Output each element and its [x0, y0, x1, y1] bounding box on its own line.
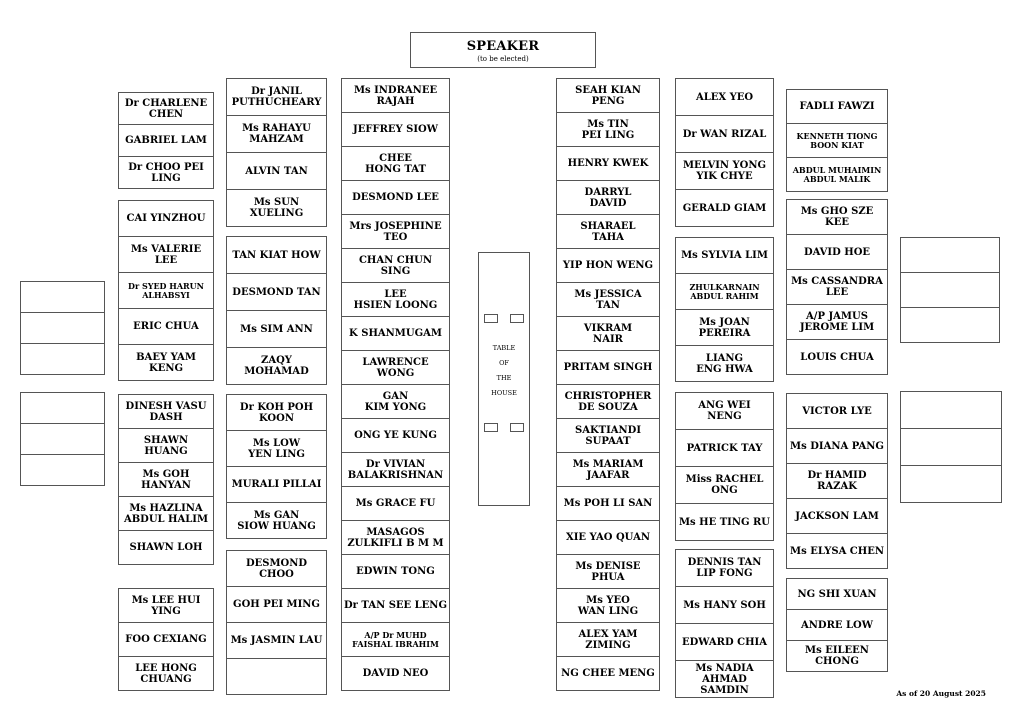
- seat: [786, 123, 888, 158]
- seat-column-far-right-1: [900, 237, 1000, 343]
- table-label-line: HOUSE: [491, 389, 517, 397]
- seat-column-right-middle-4: [675, 549, 774, 698]
- seat-column-left-middle-4: [226, 550, 327, 695]
- seat: [118, 124, 214, 157]
- table-label-line: THE: [496, 374, 512, 382]
- seat-label: A/P Dr MUHD FAISHAL IBRAHIM: [352, 629, 439, 649]
- seat-label: Ms GOH HANYAN: [141, 468, 191, 491]
- seat: [118, 622, 214, 657]
- seat-empty: [900, 307, 1000, 343]
- seat-label: Ms INDRANEE RAJAH: [353, 84, 438, 107]
- seat-label: DAVID HOE: [803, 246, 871, 258]
- seat: [341, 452, 450, 487]
- speaker-title: SPEAKER: [466, 39, 540, 54]
- seat-column-left-middle-3: [226, 394, 327, 539]
- seat: [341, 180, 450, 215]
- seat-empty: [20, 312, 105, 344]
- seat: [118, 156, 214, 189]
- seat-label: DESMOND TAN: [232, 286, 321, 298]
- seat-label: Dr TAN SEE LENG: [344, 600, 447, 611]
- seat-label: EDWARD CHIA: [682, 636, 767, 648]
- seat-label: NG CHEE MENG: [561, 668, 655, 679]
- seat: [341, 486, 450, 521]
- seat-label: Ms HAZLINA ABDUL HALIM: [123, 502, 209, 525]
- seat-empty: [900, 428, 1002, 466]
- seat: [118, 92, 214, 125]
- seat-column-left-outer-4: [118, 588, 214, 691]
- speaker-box: [410, 32, 596, 68]
- seat-label: DESMOND LEE: [352, 192, 439, 203]
- seat-label: Dr HAMID RAZAK: [807, 470, 867, 492]
- seat: [556, 554, 660, 589]
- seat: [675, 309, 774, 346]
- table-label-line: OF: [499, 359, 509, 367]
- seat-label: Dr CHOO PEI LING: [128, 161, 204, 184]
- seat: [226, 273, 327, 311]
- seat: [118, 236, 214, 273]
- table-of-the-house: [478, 252, 530, 506]
- seat-label: CHEE HONG TAT: [365, 152, 426, 175]
- seat-label: MELVIN YONG YIK CHYE: [682, 160, 767, 182]
- seat-label: DINESH VASU DASH: [125, 400, 207, 423]
- seat-label: ONG YE KUNG: [354, 430, 437, 441]
- seat: [786, 609, 888, 641]
- seat: [341, 350, 450, 385]
- seat-label: CHAN CHUN SING: [358, 254, 433, 277]
- seat-empty: [20, 454, 105, 486]
- seat-label: Ms YEO WAN LING: [577, 594, 639, 617]
- seat: [341, 588, 450, 623]
- seat: [341, 622, 450, 657]
- seat: [556, 180, 660, 215]
- seat-label: BAEY YAM KENG: [136, 351, 196, 374]
- seat-label: Ms POH LI SAN: [563, 498, 653, 509]
- seat-label: DARRYL DAVID: [584, 186, 632, 209]
- seat: [226, 430, 327, 467]
- seat: [226, 115, 327, 153]
- seat-label: Ms SIM ANN: [240, 323, 313, 335]
- seat-label: LEE HSIEN LOONG: [353, 288, 438, 311]
- seat: [226, 189, 327, 227]
- seat-label: ERIC CHUA: [133, 321, 199, 332]
- seat-label: Dr VIVIAN BALAKRISHNAN: [347, 458, 444, 481]
- seat-label: DESMOND CHOO: [245, 557, 308, 580]
- seat-label: GABRIEL LAM: [125, 135, 207, 146]
- seat-label: Ms ELYSA CHEN: [790, 545, 884, 557]
- seat: [118, 272, 214, 309]
- seat-label: SHAWN HUANG: [143, 434, 189, 457]
- seat: [556, 520, 660, 555]
- seat-label: GOH PEI MING: [233, 599, 320, 610]
- seat-label: LAWRENCE WONG: [362, 356, 429, 379]
- seat-label: ALVIN TAN: [245, 165, 308, 177]
- seat-column-right-middle-3: [675, 392, 774, 541]
- table-slot: [484, 423, 498, 432]
- seat: [341, 248, 450, 283]
- seat-label: PATRICK TAY: [686, 442, 763, 454]
- seat: [341, 146, 450, 181]
- seat-column-far-left-2: [20, 392, 105, 486]
- seat-label: ALEX YAM ZIMING: [578, 628, 638, 651]
- seat-label: FADLI FAWZI: [799, 101, 875, 112]
- seat: [675, 660, 774, 698]
- seat-label: JEFFREY SIOW: [353, 124, 438, 135]
- seat: [675, 549, 774, 587]
- seat: [118, 496, 214, 531]
- seat-label: FOO CEXIANG: [125, 634, 207, 645]
- seat-label: Ms RAHAYU MAHZAM: [242, 123, 311, 145]
- seat-column-left-outer-1: [118, 92, 214, 189]
- seat-label: Ms LEE HUI YING: [131, 594, 201, 617]
- seat-label: VIKRAM NAIR: [583, 322, 633, 345]
- seat-label: SHARAEL TAHA: [580, 220, 636, 243]
- seat: [226, 586, 327, 623]
- seat-label: Ms GRACE FU: [355, 498, 436, 509]
- seat: [556, 282, 660, 317]
- seat: [226, 466, 327, 503]
- seat: [118, 394, 214, 429]
- seat-label: LIANG ENG HWA: [696, 352, 753, 375]
- seat: [341, 112, 450, 147]
- seat-label: GERALD GIAM: [682, 202, 767, 214]
- seat: [118, 462, 214, 497]
- seat-label: Ms NADIA AHMAD SAMDIN: [695, 662, 754, 696]
- seat-label: Ms GAN SIOW HUANG: [237, 509, 316, 532]
- seat: [786, 199, 888, 235]
- seat: [341, 214, 450, 249]
- seat: [786, 463, 888, 499]
- seat: [226, 502, 327, 539]
- seat: [341, 316, 450, 351]
- seat-label: Ms HE TING RU: [678, 516, 771, 528]
- seat: [226, 152, 327, 190]
- seat: [118, 656, 214, 691]
- seat-label: XIE YAO QUAN: [565, 532, 650, 543]
- seat: [786, 269, 888, 305]
- seat: [556, 350, 660, 385]
- seat-label: Mrs JOSEPHINE TEO: [349, 220, 442, 243]
- seat-label: Ms EILEEN CHONG: [805, 645, 869, 667]
- seat-label: Ms SYLVIA LIM: [681, 250, 768, 261]
- seat: [341, 282, 450, 317]
- seat-label: YIP HON WENG: [562, 260, 654, 271]
- seat: [786, 533, 888, 569]
- seat: [675, 429, 774, 467]
- seat-column-far-left-1: [20, 281, 105, 375]
- seat-label: SHAWN LOH: [129, 542, 203, 553]
- seat: [786, 393, 888, 429]
- seat: [786, 640, 888, 672]
- seat: [341, 656, 450, 691]
- seat-label: K SHANMUGAM: [349, 328, 442, 339]
- seat-label: Ms SUN XUELING: [249, 197, 304, 219]
- seat: [556, 656, 660, 691]
- seat-label: Ms JOAN PEREIRA: [698, 316, 751, 339]
- seat-label: ANDRE LOW: [801, 619, 873, 631]
- seat-empty: [20, 281, 105, 313]
- seat: [118, 308, 214, 345]
- seat: [556, 146, 660, 181]
- seat: [341, 520, 450, 555]
- seat-label: MURALI PILLAI: [231, 479, 322, 490]
- seat-label: SAKTIANDI SUPAAT: [574, 424, 642, 447]
- seat: [675, 115, 774, 153]
- seat: [341, 554, 450, 589]
- seat-column-right-middle-2: [675, 237, 774, 382]
- seat-label: ABDUL MUHAIMIN ABDUL MALIK: [792, 164, 882, 184]
- seat-column-left-middle-2: [226, 236, 327, 385]
- table-slot: [510, 423, 524, 432]
- seat-label: LOUIS CHUA: [800, 351, 874, 363]
- seat-label: Miss RACHEL ONG: [685, 474, 764, 496]
- seat-column-left-outer-2: [118, 200, 214, 381]
- seat-label: Ms DIANA PANG: [790, 440, 884, 452]
- seat-column-left-outer-3: [118, 394, 214, 565]
- seat-column-right-outer-1: [786, 89, 888, 192]
- seat-label: GAN KIM YONG: [364, 390, 427, 413]
- seat-label: Ms VALERIE LEE: [130, 243, 202, 266]
- seat: [675, 586, 774, 624]
- seat: [786, 428, 888, 464]
- seat-label: Ms JESSICA TAN: [574, 288, 642, 311]
- seat-label: Ms JASMIN LAU: [230, 635, 323, 646]
- seat: [556, 384, 660, 419]
- seat-empty: [900, 391, 1002, 429]
- seat: [226, 347, 327, 385]
- seat-label: Ms LOW YEN LING: [248, 437, 305, 460]
- seat-column-left-front: [341, 78, 450, 691]
- as-of-date: As of 20 August 2025: [896, 689, 986, 698]
- seat-label: DENNIS TAN LIP FONG: [687, 557, 762, 579]
- table-slot: [510, 314, 524, 323]
- seat: [226, 310, 327, 348]
- seat-column-right-front: [556, 78, 660, 691]
- seat-label: ZAQY MOHAMAD: [244, 355, 309, 377]
- seat-column-right-middle-1: [675, 78, 774, 227]
- seat-label: TAN KIAT HOW: [232, 249, 321, 261]
- seat-label: Ms CASSANDRA LEE: [791, 276, 883, 298]
- seat-label: A/P JAMUS JEROME LIM: [799, 311, 875, 333]
- seat-label: Dr KOH POH KOON: [239, 401, 314, 424]
- seat-label: HENRY KWEK: [567, 158, 649, 169]
- seat: [226, 78, 327, 116]
- seat-empty: [900, 465, 1002, 503]
- seat-label: Ms GHO SZE KEE: [800, 206, 874, 228]
- seat-label: SEAH KIAN PENG: [575, 84, 641, 107]
- seat: [226, 394, 327, 431]
- seat: [118, 530, 214, 565]
- seat: [786, 578, 888, 610]
- table-slot: [484, 314, 498, 323]
- seat: [675, 392, 774, 430]
- seat-label: KENNETH TIONG BOON KIAT: [796, 130, 878, 150]
- table-label-line: TABLE: [492, 344, 516, 352]
- seat-empty: [900, 237, 1000, 273]
- seat: [786, 339, 888, 375]
- seat-empty: [226, 658, 327, 695]
- seat: [675, 152, 774, 190]
- seat: [675, 623, 774, 661]
- seat-label: JACKSON LAM: [795, 510, 879, 522]
- seat: [556, 248, 660, 283]
- seat-empty: [20, 343, 105, 375]
- seat-column-left-middle-1: [226, 78, 327, 227]
- seat: [556, 588, 660, 623]
- seat: [118, 344, 214, 381]
- seat: [118, 428, 214, 463]
- seat-label: ANG WEI NENG: [698, 400, 751, 422]
- seat-label: MASAGOS ZULKIFLI B M M: [347, 526, 444, 549]
- seat-empty: [20, 423, 105, 455]
- seat-label: CAI YINZHOU: [126, 213, 206, 224]
- seat-label: PRITAM SINGH: [563, 362, 653, 373]
- seat-label: Ms MARIAM JAAFAR: [572, 458, 644, 481]
- seat: [226, 236, 327, 274]
- seat: [556, 418, 660, 453]
- seat: [786, 304, 888, 340]
- seat-label: NG SHI XUAN: [797, 588, 877, 600]
- speaker-subtitle: (to be elected): [477, 55, 529, 63]
- seat-label: Ms DENISE PHUA: [575, 560, 641, 583]
- seat-label: Ms HANY SOH: [683, 599, 766, 611]
- seat: [556, 486, 660, 521]
- seat: [118, 200, 214, 237]
- seat-column-right-outer-2: [786, 199, 888, 375]
- seat-label: Dr CHARLENE CHEN: [124, 97, 208, 120]
- seat-column-right-outer-4: [786, 578, 888, 672]
- seat: [556, 316, 660, 351]
- seat-label: EDWIN TONG: [356, 566, 435, 577]
- seat: [556, 622, 660, 657]
- seat-label: Ms TIN PEI LING: [581, 118, 635, 141]
- seat: [341, 384, 450, 419]
- seat: [556, 214, 660, 249]
- seat: [675, 78, 774, 116]
- seat-column-right-outer-3: [786, 393, 888, 569]
- seat: [786, 234, 888, 270]
- seat: [786, 157, 888, 192]
- seat-label: CHRISTOPHER DE SOUZA: [564, 390, 652, 413]
- seat: [786, 89, 888, 124]
- seat-column-far-right-2: [900, 391, 1002, 503]
- seat-empty: [900, 272, 1000, 308]
- seat: [341, 78, 450, 113]
- seat-label: VICTOR LYE: [802, 405, 872, 417]
- seat-label: ZHULKARNAIN ABDUL RAHIM: [689, 281, 760, 301]
- seat: [675, 189, 774, 227]
- seat: [556, 78, 660, 113]
- seat: [556, 452, 660, 487]
- seat: [675, 503, 774, 541]
- seat-empty: [20, 392, 105, 424]
- seat: [675, 237, 774, 274]
- seat: [341, 418, 450, 453]
- seat: [118, 588, 214, 623]
- seat: [675, 273, 774, 310]
- seat: [786, 498, 888, 534]
- seat-label: LEE HONG CHUANG: [135, 662, 197, 685]
- seat-label: Dr JANIL PUTHUCHEARY: [231, 86, 322, 108]
- seat-label: Dr WAN RIZAL: [682, 128, 767, 140]
- seat-label: DAVID NEO: [362, 668, 429, 679]
- seat-label: ALEX YEO: [695, 91, 754, 103]
- seat: [556, 112, 660, 147]
- seat: [675, 466, 774, 504]
- seat: [675, 345, 774, 382]
- seat: [226, 622, 327, 659]
- seat-label: Dr SYED HARUN ALHABSYI: [128, 280, 204, 300]
- seat: [226, 550, 327, 587]
